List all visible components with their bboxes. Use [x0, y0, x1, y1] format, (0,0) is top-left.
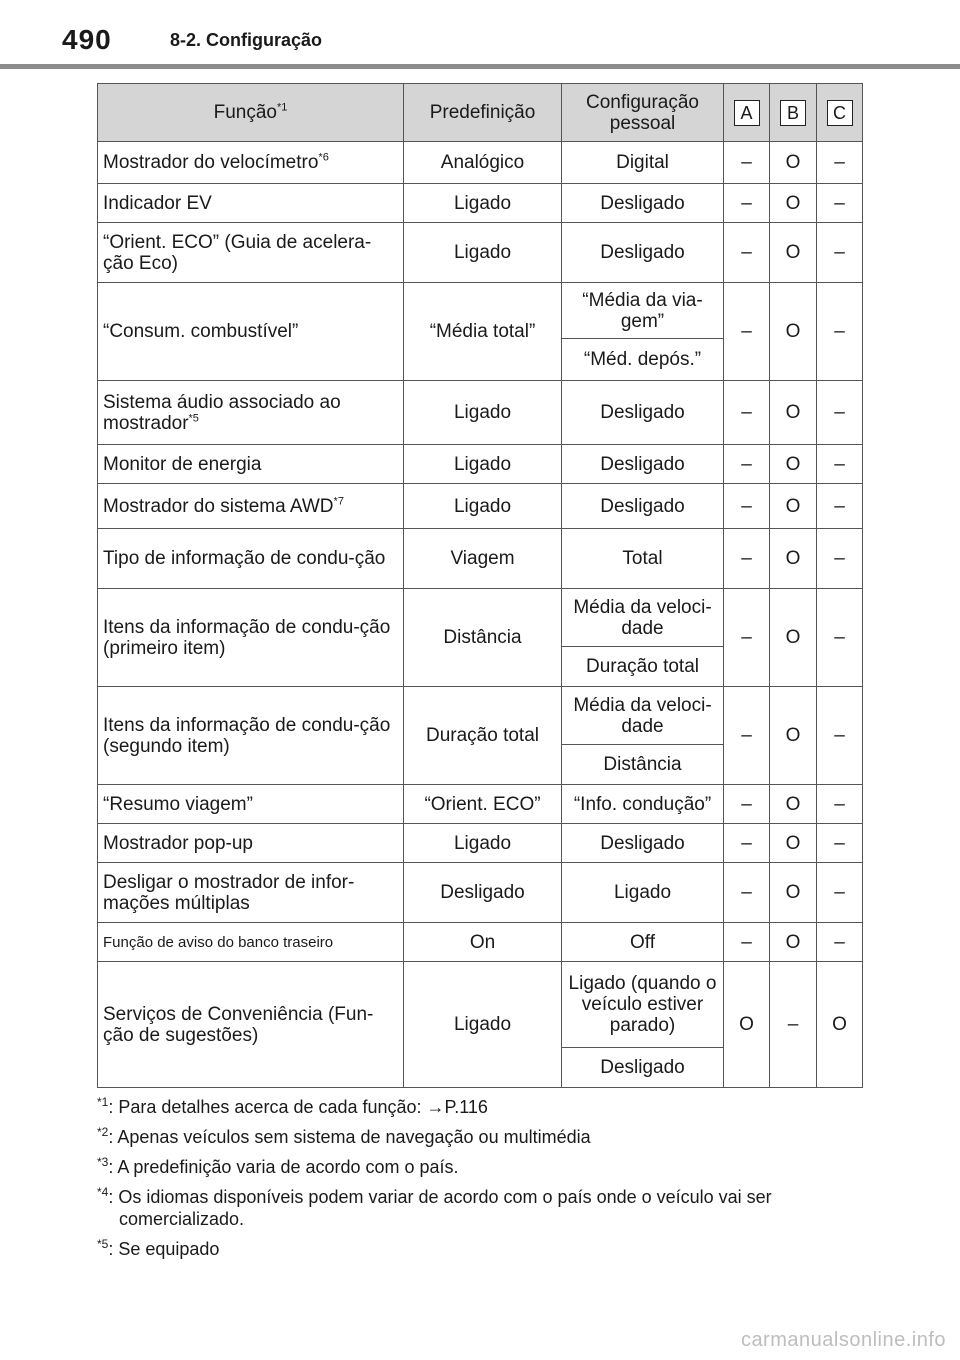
footnote	[97, 1238, 857, 1260]
cell-b: –	[770, 962, 817, 1088]
table-row	[98, 687, 863, 745]
cell-c: –	[817, 785, 863, 824]
cell-a: –	[724, 824, 770, 863]
cell-c: –	[817, 283, 863, 381]
cell-c: –	[817, 381, 863, 445]
cell-custom: “Média da via-gem”	[562, 283, 724, 339]
cell-a: –	[724, 589, 770, 687]
cell-custom: “Méd. depós.”	[562, 339, 724, 381]
cell-custom: Digital	[562, 142, 724, 184]
cell-a: –	[724, 484, 770, 529]
cell-default: Ligado	[404, 184, 562, 223]
cell-function	[98, 529, 404, 589]
cell-custom: Desligado	[562, 381, 724, 445]
cell-c: –	[817, 223, 863, 283]
footnote	[97, 1156, 857, 1178]
footnote-mark: *1	[97, 1095, 109, 1109]
cell-default: “Média total”	[404, 283, 562, 381]
footnote-mark: *5	[97, 1237, 109, 1251]
footnote-text: : A predefinição varia de acordo com o país.	[108, 1157, 459, 1177]
table-row	[98, 445, 863, 484]
col-header-custom: Configuração pessoal	[562, 84, 724, 142]
cell-default: “Orient. ECO”	[404, 785, 562, 824]
cell-a: –	[724, 223, 770, 283]
cell-a: –	[724, 142, 770, 184]
footnote-text: : Para detalhes acerca de cada função: →P.116	[108, 1097, 488, 1117]
section-title: 8-2. Configuração	[170, 30, 323, 50]
table-row	[98, 184, 863, 223]
cell-b: O	[770, 223, 817, 283]
cell-default: Viagem	[404, 529, 562, 589]
cell-custom: Desligado	[562, 445, 724, 484]
cell-custom: Média da veloci-dade	[562, 589, 724, 647]
cell-custom: Desligado	[562, 1048, 724, 1088]
footnote-mark: *2	[97, 1125, 109, 1139]
cell-function-text: Monitor de energia	[103, 453, 262, 475]
cell-function-text: Função de aviso do banco traseiro	[103, 933, 334, 951]
cell-a: –	[724, 529, 770, 589]
cell-c: –	[817, 484, 863, 529]
cell-function	[98, 962, 404, 1088]
cell-b: O	[770, 687, 817, 785]
cell-c: –	[817, 529, 863, 589]
col-header-function-label: Função	[213, 102, 277, 123]
col-header-c-label: C	[827, 100, 853, 126]
cell-b: O	[770, 589, 817, 687]
col-header-a	[724, 84, 770, 142]
cell-c: –	[817, 445, 863, 484]
cell-custom: Desligado	[562, 484, 724, 529]
footnote	[97, 1126, 857, 1148]
cell-b: O	[770, 863, 817, 923]
cell-b: O	[770, 142, 817, 184]
cell-function	[98, 687, 404, 785]
footnote	[97, 1096, 857, 1118]
table-row	[98, 223, 863, 283]
cell-custom: Total	[562, 529, 724, 589]
cell-a: –	[724, 785, 770, 824]
col-header-b-label: B	[780, 100, 806, 126]
cell-function	[98, 484, 404, 529]
table-row	[98, 529, 863, 589]
cell-b: O	[770, 785, 817, 824]
footnote-ref: *7	[333, 495, 344, 508]
table-row	[98, 589, 863, 647]
cell-b: O	[770, 381, 817, 445]
cell-default: Ligado	[404, 445, 562, 484]
cell-default: Ligado	[404, 484, 562, 529]
footnote-text: : Os idiomas disponíveis podem variar de acordo com o país onde o veículo vai ser comercializado.	[108, 1187, 772, 1229]
cell-default: Analógico	[404, 142, 562, 184]
cell-function	[98, 142, 404, 184]
cell-function	[98, 824, 404, 863]
cell-function	[98, 184, 404, 223]
cell-c: –	[817, 589, 863, 687]
table-row	[98, 381, 863, 445]
cell-function-text: Sistema áudio associado ao mostrador	[103, 391, 341, 434]
cell-default: Distância	[404, 589, 562, 687]
col-header-b	[770, 84, 817, 142]
table-row	[98, 923, 863, 962]
cell-c: –	[817, 923, 863, 962]
cell-b: O	[770, 923, 817, 962]
cell-b: O	[770, 283, 817, 381]
cell-default: Ligado	[404, 824, 562, 863]
cell-custom: Off	[562, 923, 724, 962]
footnote-text: : Apenas veículos sem sistema de navegação ou multimédia	[108, 1127, 591, 1147]
header-rule	[0, 64, 960, 69]
cell-custom: Ligado	[562, 863, 724, 923]
col-header-a-label: A	[734, 100, 760, 126]
cell-b: O	[770, 529, 817, 589]
cell-function	[98, 381, 404, 445]
cell-function	[98, 785, 404, 824]
col-header-default: Predefinição	[404, 84, 562, 142]
cell-default: Duração total	[404, 687, 562, 785]
cell-a: –	[724, 687, 770, 785]
table-row	[98, 785, 863, 824]
table-row	[98, 283, 863, 339]
cell-b: O	[770, 824, 817, 863]
cell-custom: Duração total	[562, 647, 724, 687]
footnotes	[97, 1096, 857, 1268]
table-row	[98, 962, 863, 1048]
cell-b: O	[770, 484, 817, 529]
page-number: 490	[62, 24, 112, 55]
col-header-function	[98, 84, 404, 142]
cell-function-text: Indicador EV	[103, 192, 212, 214]
table-row	[98, 484, 863, 529]
watermark-text: carmanualsonline.info	[740, 1329, 946, 1351]
footnote-mark: *3	[97, 1155, 109, 1169]
cell-custom: Desligado	[562, 184, 724, 223]
cell-function	[98, 923, 404, 962]
cell-custom: Média da veloci-dade	[562, 687, 724, 745]
cell-custom: Ligado (quando o veículo estiver parado)	[562, 962, 724, 1048]
footnote-ref: *6	[318, 151, 329, 164]
cell-a: –	[724, 445, 770, 484]
cell-custom: Desligado	[562, 223, 724, 283]
table-header-row	[98, 84, 863, 142]
cell-function-text: Tipo de informação de condu-ção	[103, 548, 386, 569]
cell-c: –	[817, 687, 863, 785]
cell-function-text: Mostrador do velocímetro	[103, 152, 319, 173]
footnote-text: : Se equipado	[108, 1239, 220, 1259]
cell-function-text: “Orient. ECO” (Guia de acelera-ção Eco)	[103, 231, 372, 274]
cell-a: –	[724, 283, 770, 381]
table-body	[98, 142, 863, 1088]
cell-a: –	[724, 184, 770, 223]
cell-default: Ligado	[404, 223, 562, 283]
cell-c: O	[817, 962, 863, 1088]
settings-table	[97, 83, 863, 1088]
cell-function-text: Mostrador do sistema AWD	[103, 495, 334, 517]
footnote-ref: *1	[276, 101, 288, 114]
cell-function	[98, 863, 404, 923]
cell-c: –	[817, 824, 863, 863]
cell-default: On	[404, 923, 562, 962]
table-row	[98, 863, 863, 923]
cell-a: –	[724, 923, 770, 962]
cell-function-text: “Resumo viagem”	[103, 793, 253, 815]
cell-b: O	[770, 445, 817, 484]
cell-a: O	[724, 962, 770, 1088]
cell-a: –	[724, 863, 770, 923]
cell-default: Desligado	[404, 863, 562, 923]
table-row	[98, 142, 863, 184]
cell-a: –	[724, 381, 770, 445]
cell-b: O	[770, 184, 817, 223]
cell-function	[98, 445, 404, 484]
cell-c: –	[817, 863, 863, 923]
cell-function	[98, 283, 404, 381]
cell-custom: “Info. condução”	[562, 785, 724, 824]
cell-function-text: Desligar o mostrador de infor-mações múltiplas	[103, 871, 355, 914]
cell-c: –	[817, 184, 863, 223]
cell-custom: Desligado	[562, 824, 724, 863]
cell-c: –	[817, 142, 863, 184]
cell-default: Ligado	[404, 381, 562, 445]
table-row	[98, 824, 863, 863]
footnote-mark: *4	[97, 1185, 109, 1199]
cell-default: Ligado	[404, 962, 562, 1088]
cell-function	[98, 589, 404, 687]
cell-function-text: Itens da informação de condu-ção (segundo item)	[103, 714, 391, 757]
cell-function-text: Serviços de Conveniência (Fun-ção de sugestões)	[103, 1003, 374, 1046]
cell-function-text: Itens da informação de condu-ção (primeiro item)	[103, 616, 391, 659]
cell-function-text: Mostrador pop-up	[103, 832, 253, 854]
footnote	[97, 1186, 857, 1230]
cell-function-text: “Consum. combustível”	[103, 321, 299, 342]
footnote-ref: *5	[188, 412, 199, 425]
cell-custom: Distância	[562, 745, 724, 785]
cell-function	[98, 223, 404, 283]
col-header-c	[817, 84, 863, 142]
